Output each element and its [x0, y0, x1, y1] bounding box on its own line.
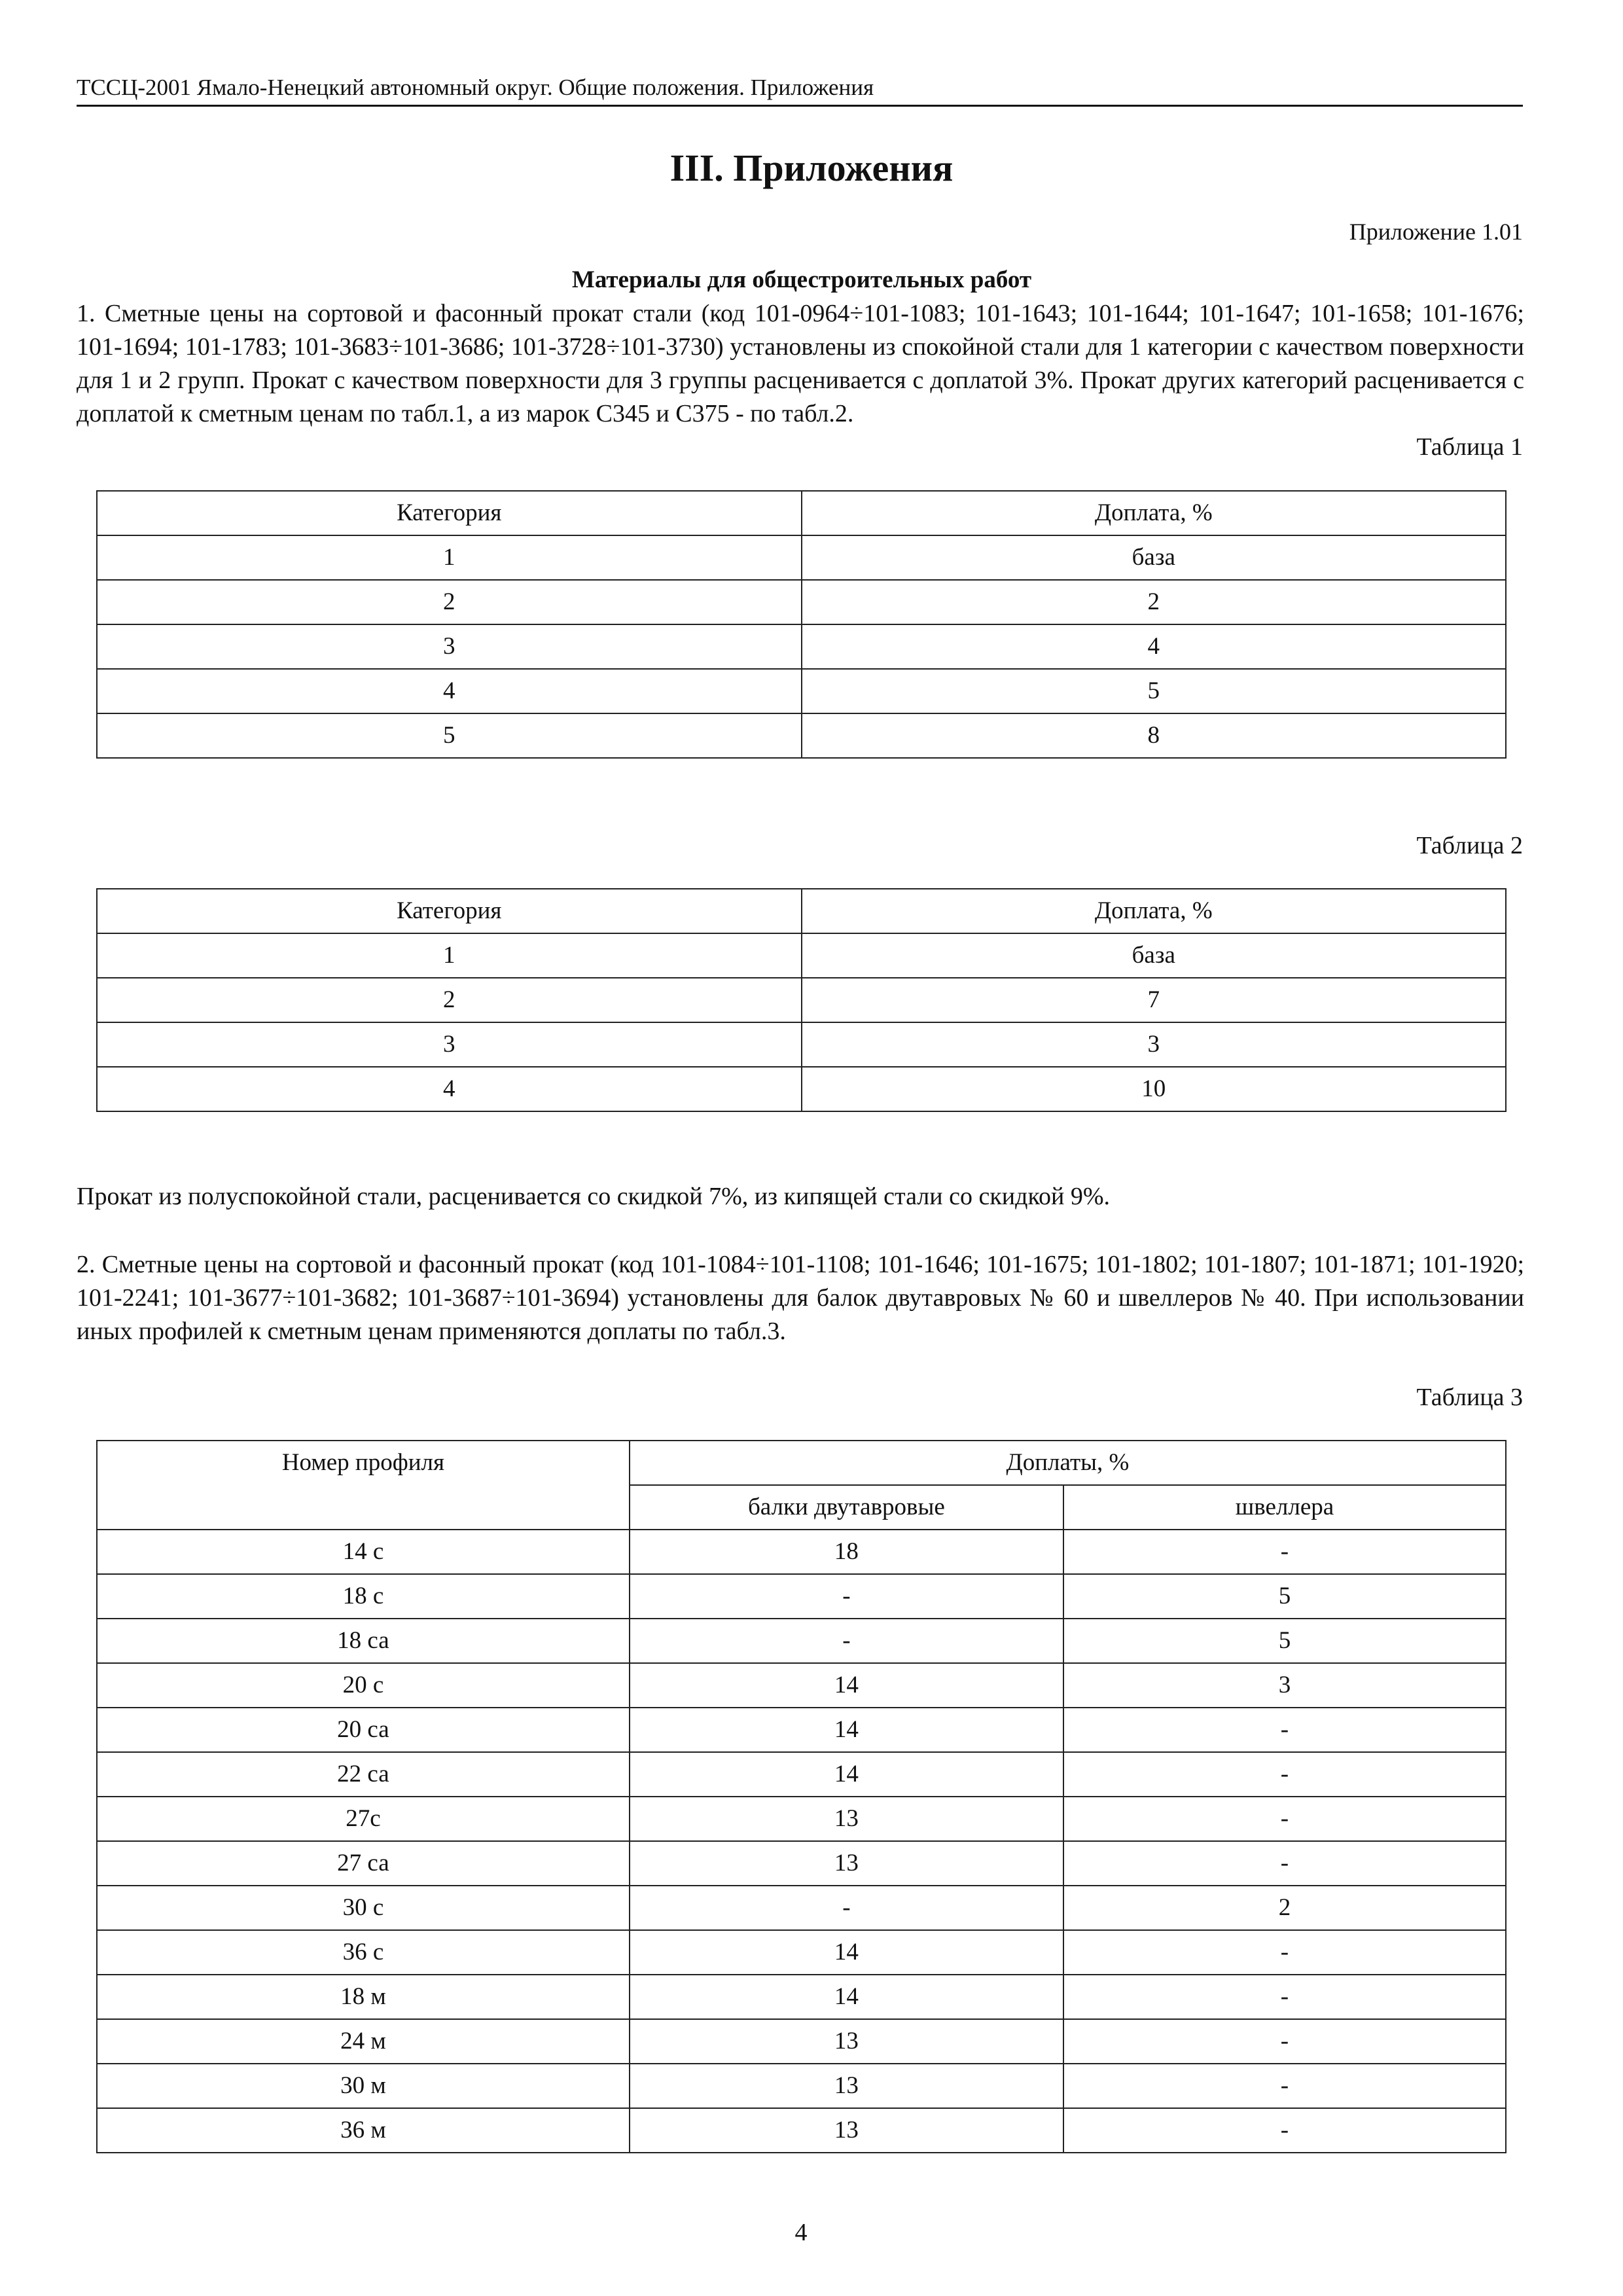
table-row [97, 978, 1506, 1022]
table-cell: 5 [97, 713, 802, 758]
table-3 [96, 1440, 1507, 2153]
column-header: Категория [97, 889, 802, 933]
table-cell: - [630, 1574, 1063, 1619]
table-row [97, 1619, 1506, 1663]
table-row [97, 669, 1506, 713]
table-row [97, 1975, 1506, 2019]
table-cell: - [1063, 1930, 1506, 1975]
table-cell: - [630, 1886, 1063, 1930]
section-title: III. Приложения [669, 147, 954, 189]
table-cell: 1 [97, 535, 802, 580]
table-cell: 13 [630, 2064, 1063, 2108]
table-row [97, 1663, 1506, 1708]
table-cell: 18 м [97, 1975, 630, 2019]
table-cell: 2 [1063, 1886, 1506, 1930]
table-cell: 3 [1063, 1663, 1506, 1708]
subheading: Материалы для общестроительных работ [571, 266, 1032, 293]
table-cell: 30 м [97, 2064, 630, 2108]
table-cell: 7 [802, 978, 1507, 1022]
table-cell: 36 м [97, 2108, 630, 2153]
table-2-caption: Таблица 2 [1416, 832, 1523, 859]
table-cell: - [1063, 1708, 1506, 1752]
table-row [97, 1708, 1506, 1752]
paragraph-1: 1. Сметные цены на сортовой и фасонный прокат стали (код 101-0964÷101-1083; 101-1643; 101-1644; 101-1647; 101-1658; 101-1676; 101-1694; 101-1783; 101-3683÷101-3686; 101-3728÷101-3730) установлены из спокойной стали для 1 категории с качеством поверхности для 1 и 2 групп. Прокат с качеством поверхности для 3 группы расценивается с доплатой 3%. Прокат других категорий расценивается с доплатой к сметным ценам по табл.1, а из марок С345 и С375 - по табл.2. [77, 300, 1524, 427]
table-row [97, 1022, 1506, 1067]
table-cell: 4 [802, 624, 1507, 669]
table-cell: 13 [630, 2108, 1063, 2153]
table-row [97, 2064, 1506, 2108]
table-row [97, 1886, 1506, 1930]
column-header: Категория [97, 491, 802, 535]
table-cell: 13 [630, 1797, 1063, 1841]
table-cell: 36 с [97, 1930, 630, 1975]
column-header: Доплата, % [802, 889, 1507, 933]
table-row [97, 535, 1506, 580]
table-cell: 18 са [97, 1619, 630, 1663]
table-cell: 14 [630, 1930, 1063, 1975]
table-cell: 4 [97, 669, 802, 713]
column-header-surcharges: Доплаты, % [630, 1441, 1506, 1485]
table-cell: 1 [97, 933, 802, 978]
table-cell: - [1063, 1530, 1506, 1574]
running-header: ТССЦ-2001 Ямало-Ненецкий автономный округ. Общие положения. Приложения [77, 73, 1523, 107]
paragraph-2: 2. Сметные цены на сортовой и фасонный прокат (код 101-1084÷101-1108; 101-1646; 101-1675; 101-1802; 101-1807; 101-1871; 101-1920; 101-2241; 101-3677÷101-3682; 101-3687÷101-3694) установлены для балок двутавровых № 60 и швеллеров № 40. При использовании иных профилей к сметным ценам применяются доплаты по табл.3. [77, 1251, 1524, 1345]
table-cell: 22 са [97, 1752, 630, 1797]
table-cell: - [1063, 1752, 1506, 1797]
table-row [97, 2108, 1506, 2153]
table-cell: 14 [630, 1708, 1063, 1752]
table-cell: 10 [802, 1067, 1507, 1111]
table-cell: - [1063, 1841, 1506, 1886]
column-subheader: балки двутавровые [630, 1485, 1063, 1530]
table-cell: 27 са [97, 1841, 630, 1886]
table-cell: 5 [1063, 1574, 1506, 1619]
table-row [97, 933, 1506, 978]
table-1 [96, 490, 1507, 759]
table-cell: 20 с [97, 1663, 630, 1708]
table-cell: 13 [630, 2019, 1063, 2064]
table-row [97, 1752, 1506, 1797]
column-header: Доплата, % [802, 491, 1507, 535]
table-cell: 8 [802, 713, 1507, 758]
table-row [97, 1930, 1506, 1975]
page-number: 4 [794, 2219, 808, 2246]
table-cell: база [802, 535, 1507, 580]
table-cell: 4 [97, 1067, 802, 1111]
table-cell: 18 с [97, 1574, 630, 1619]
table-row [97, 1067, 1506, 1111]
table-cell: 30 с [97, 1886, 630, 1930]
table-cell: 2 [97, 580, 802, 624]
table-cell: 2 [802, 580, 1507, 624]
table-header-row [97, 1441, 1506, 1485]
table-cell: 14 [630, 1663, 1063, 1708]
table-cell: 24 м [97, 2019, 630, 2064]
table-cell: 14 с [97, 1530, 630, 1574]
table-cell: - [1063, 2019, 1506, 2064]
table-cell: - [1063, 2064, 1506, 2108]
table-row [97, 2019, 1506, 2064]
table-cell: 3 [97, 624, 802, 669]
table-cell: - [1063, 1797, 1506, 1841]
table-cell: 2 [97, 978, 802, 1022]
table-cell: 18 [630, 1530, 1063, 1574]
paragraph-semi-killed-steel: Прокат из полуспокойной стали, расценивается со скидкой 7%, из кипящей стали со скидкой 9%. [77, 1183, 1110, 1210]
table-cell: 13 [630, 1841, 1063, 1886]
table-cell: - [1063, 1975, 1506, 2019]
table-cell: 5 [1063, 1619, 1506, 1663]
table-row [97, 1574, 1506, 1619]
column-subheader: швеллера [1063, 1485, 1506, 1530]
table-row [97, 580, 1506, 624]
table-cell: 3 [802, 1022, 1507, 1067]
table-cell: 5 [802, 669, 1507, 713]
table-cell: 20 са [97, 1708, 630, 1752]
table-cell: 14 [630, 1975, 1063, 2019]
appendix-label: Приложение 1.01 [1349, 219, 1523, 245]
table-cell: 27с [97, 1797, 630, 1841]
column-header-profile: Номер профиля [97, 1441, 630, 1530]
table-header-row [97, 491, 1506, 535]
table-cell: 14 [630, 1752, 1063, 1797]
table-cell: 3 [97, 1022, 802, 1067]
table-cell: - [1063, 2108, 1506, 2153]
table-1-caption: Таблица 1 [1416, 433, 1523, 461]
table-header-row [97, 889, 1506, 933]
table-row [97, 713, 1506, 758]
table-3-caption: Таблица 3 [1416, 1384, 1523, 1411]
table-row [97, 1530, 1506, 1574]
table-row [97, 1841, 1506, 1886]
table-cell: - [630, 1619, 1063, 1663]
table-2 [96, 888, 1507, 1112]
table-row [97, 624, 1506, 669]
table-cell: база [802, 933, 1507, 978]
table-row [97, 1797, 1506, 1841]
